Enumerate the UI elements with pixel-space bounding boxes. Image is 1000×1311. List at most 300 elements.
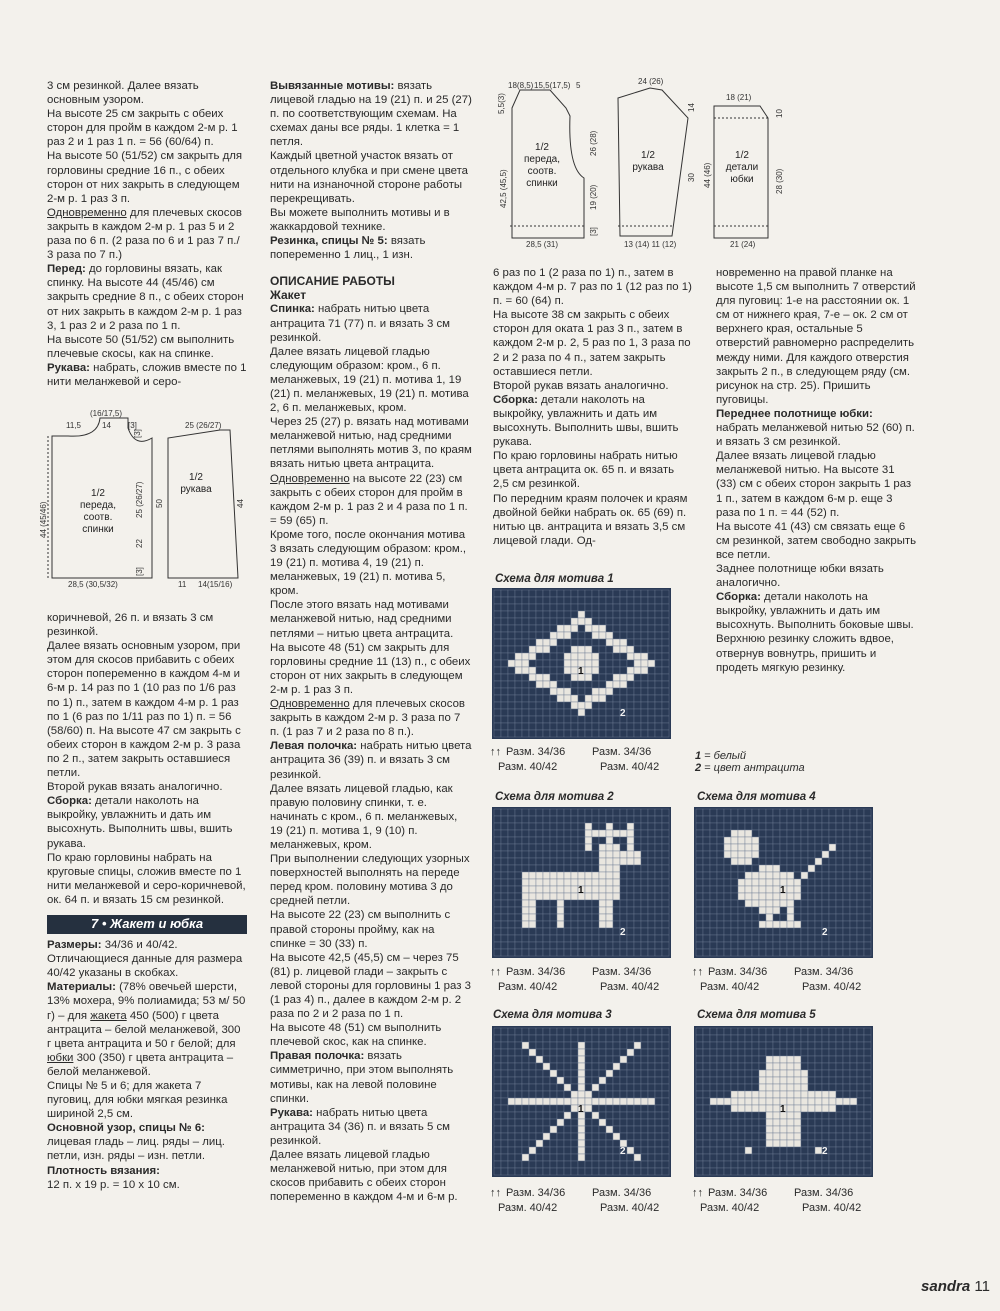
- grid-cell: [808, 1035, 815, 1042]
- grid-cell: [620, 942, 627, 949]
- grid-cell: [710, 830, 717, 837]
- grid-cell: [578, 823, 585, 830]
- subheading-motifs: Вывязанные мотивы:: [270, 80, 395, 92]
- size-label: Разм. 40/42: [498, 761, 558, 773]
- grid-cell: [815, 1098, 822, 1105]
- grid-cell: [766, 914, 773, 921]
- grid-cell: [787, 865, 794, 872]
- grid-cell: [787, 1035, 794, 1042]
- grid-cell: [731, 1140, 738, 1147]
- grid-cell: [515, 1119, 522, 1126]
- grid-cell: [815, 879, 822, 886]
- grid-cell: [843, 942, 850, 949]
- grid-cell: [494, 667, 501, 674]
- grid-cell: [808, 886, 815, 893]
- grid-cell: [648, 695, 655, 702]
- grid-cell: [773, 900, 780, 907]
- grid-cell: [613, 1070, 620, 1077]
- grid-cell: [599, 709, 606, 716]
- grid-cell: [731, 1105, 738, 1112]
- grid-cell: [815, 809, 822, 816]
- grid-cell: [662, 1161, 669, 1168]
- grid-cell: [822, 1063, 829, 1070]
- grid-cell: [703, 1042, 710, 1049]
- grid-cell: [766, 900, 773, 907]
- grid-cell: [662, 942, 669, 949]
- grid-cell: [585, 865, 592, 872]
- grid-cell: [606, 879, 613, 886]
- grid-cell: [655, 872, 662, 879]
- grid-cell: [578, 611, 585, 618]
- grid-cell: [515, 1112, 522, 1119]
- dim-top-c: 5: [576, 81, 581, 90]
- grid-cell: [801, 1168, 808, 1175]
- grid-cell: [494, 1126, 501, 1133]
- grid-cell: [592, 730, 599, 737]
- grid-cell: [766, 1133, 773, 1140]
- grid-cell: [696, 1147, 703, 1154]
- grid-cell: [864, 844, 871, 851]
- paragraph: По краю горловины набрать на круговые спицы, сложив вместе по 1 нити меланжевой и серо-коричневой, ок. 64 п. и вязать 15 см резинкой.: [47, 851, 246, 906]
- grid-cell: [606, 1056, 613, 1063]
- grid-cell: [564, 1112, 571, 1119]
- size-label: Разм. 34/36: [592, 1187, 652, 1199]
- grid-cell: [536, 1147, 543, 1154]
- grid-cell: [850, 844, 857, 851]
- grid-cell: [641, 1105, 648, 1112]
- grid-cell: [759, 907, 766, 914]
- grid-cell: [822, 1049, 829, 1056]
- grid-cell: [801, 837, 808, 844]
- grid-cell: [808, 928, 815, 935]
- grid-cell: [599, 639, 606, 646]
- grid-cell: [508, 907, 515, 914]
- grid-cell: [557, 837, 564, 844]
- grid-cell: [620, 809, 627, 816]
- grid-cell: [829, 809, 836, 816]
- grid-cell: [662, 893, 669, 900]
- grid-cell: [836, 942, 843, 949]
- grid-cell: [822, 1042, 829, 1049]
- grid-cell: [801, 823, 808, 830]
- grid-cell: [627, 907, 634, 914]
- grid-cell: [829, 1084, 836, 1091]
- grid-cell: [578, 590, 585, 597]
- grid-cell: [724, 1112, 731, 1119]
- grid-cell: [724, 816, 731, 823]
- grid-cell: [738, 935, 745, 942]
- grid-color-mark: 1: [780, 885, 786, 896]
- grid-cell: [864, 1070, 871, 1077]
- grid-cell: [557, 597, 564, 604]
- grid-cell: [508, 1056, 515, 1063]
- grid-cell: [515, 1161, 522, 1168]
- grid-cell: [717, 858, 724, 865]
- grid-cell: [585, 879, 592, 886]
- grid-cell: [843, 816, 850, 823]
- grid-cell: [599, 907, 606, 914]
- grid-cell: [564, 1084, 571, 1091]
- grid-cell: [564, 1168, 571, 1175]
- grid-cell: [641, 1161, 648, 1168]
- grid-cell: [843, 1056, 850, 1063]
- grid-cell: [822, 1098, 829, 1105]
- grid-cell: [752, 1035, 759, 1042]
- grid-cell: [529, 851, 536, 858]
- grid-cell: [564, 1119, 571, 1126]
- grid-cell: [766, 1091, 773, 1098]
- grid-cell: [773, 1147, 780, 1154]
- grid-cell: [717, 1140, 724, 1147]
- grid-cell: [536, 893, 543, 900]
- grid-cell: [662, 1049, 669, 1056]
- grid-cell: [634, 1035, 641, 1042]
- grid-cell: [522, 886, 529, 893]
- grid-cell: [634, 816, 641, 823]
- grid-cell: [578, 1154, 585, 1161]
- grid-cell: [648, 709, 655, 716]
- grid-cell: [724, 858, 731, 865]
- grid-cell: [801, 1098, 808, 1105]
- grid-cell: [634, 879, 641, 886]
- grid-cell: [557, 1119, 564, 1126]
- grid-cell: [564, 702, 571, 709]
- grid-cell: [773, 1112, 780, 1119]
- grid-cell: [710, 809, 717, 816]
- grid-cell: [766, 830, 773, 837]
- grid-cell: [508, 928, 515, 935]
- grid-cell: [599, 730, 606, 737]
- grid-cell: [536, 865, 543, 872]
- grid-cell: [717, 1091, 724, 1098]
- grid-cell: [501, 1056, 508, 1063]
- grid-cell: [585, 723, 592, 730]
- grid-cell: [550, 660, 557, 667]
- grid-cell: [641, 1028, 648, 1035]
- grid-cell: [627, 590, 634, 597]
- grid-cell: [801, 1063, 808, 1070]
- dim-top-a: 18(8,5): [508, 81, 534, 90]
- grid-cell: [522, 1035, 529, 1042]
- grid-cell: [508, 1105, 515, 1112]
- grid-cell: [850, 816, 857, 823]
- grid-cell: [857, 851, 864, 858]
- grid-cell: [550, 879, 557, 886]
- grid-cell: [543, 900, 550, 907]
- grid-cell: [766, 935, 773, 942]
- subheading-sleeves: Рукава:: [270, 1106, 313, 1119]
- grid-cell: [703, 851, 710, 858]
- grid-cell: [550, 646, 557, 653]
- grid-cell: [787, 1063, 794, 1070]
- grid-cell: [578, 830, 585, 837]
- grid-cell: [564, 809, 571, 816]
- grid-cell: [815, 1112, 822, 1119]
- grid-cell: [592, 928, 599, 935]
- grid-cell: [592, 1077, 599, 1084]
- grid-cell: [550, 858, 557, 865]
- grid-cell: [710, 907, 717, 914]
- paragraph-text: детали наколоть на выкройку, увлажнить и дать им высохнуть. Выполнить швы, вшить рукава.: [493, 393, 679, 449]
- grid-cell: [857, 1154, 864, 1161]
- grid-cell: [564, 723, 571, 730]
- grid-cell: [738, 942, 745, 949]
- grid-cell: [717, 1063, 724, 1070]
- grid-cell: [759, 914, 766, 921]
- grid-cell: [564, 865, 571, 872]
- grid-cell: [773, 1035, 780, 1042]
- grid-cell: [864, 949, 871, 956]
- subheading-assembly: Сборка:: [493, 393, 538, 406]
- grid-cell: [864, 1035, 871, 1042]
- grid-cell: [578, 1133, 585, 1140]
- grid-cell: [745, 830, 752, 837]
- grid-cell: [808, 872, 815, 879]
- grid-cell: [501, 1049, 508, 1056]
- grid-cell: [766, 858, 773, 865]
- grid-cell: [850, 1063, 857, 1070]
- grid-cell: [703, 1070, 710, 1077]
- grid-cell: [620, 1070, 627, 1077]
- grid-cell: [655, 688, 662, 695]
- grid-cell: [829, 1077, 836, 1084]
- grid-cell: [494, 928, 501, 935]
- legend-white: [695, 750, 805, 762]
- grid-cell: [515, 837, 522, 844]
- grid-cell: [710, 1098, 717, 1105]
- grid-cell: [773, 830, 780, 837]
- grid-cell: [571, 1168, 578, 1175]
- grid-cell: [536, 823, 543, 830]
- grid-cell: [759, 837, 766, 844]
- grid-cell: [501, 914, 508, 921]
- grid-cell: [857, 1042, 864, 1049]
- grid-cell: [550, 597, 557, 604]
- grid-cell: [850, 893, 857, 900]
- grid-cell: [738, 921, 745, 928]
- grid-cell: [606, 1161, 613, 1168]
- grid-cell: [773, 837, 780, 844]
- grid-cell: [592, 949, 599, 956]
- grid-cell: [766, 1042, 773, 1049]
- grid-cell: [780, 1042, 787, 1049]
- grid-cell: [501, 816, 508, 823]
- grid-cell: [557, 949, 564, 956]
- grid-cell: [494, 893, 501, 900]
- grid-cell: [857, 1168, 864, 1175]
- grid-cell: [829, 851, 836, 858]
- grid-cell: [850, 900, 857, 907]
- grid-cell: [494, 851, 501, 858]
- grid-cell: [578, 1126, 585, 1133]
- grid-cell: [864, 865, 871, 872]
- grid-cell: [759, 1049, 766, 1056]
- grid-cell: [766, 1028, 773, 1035]
- grid-cell: [717, 1035, 724, 1042]
- size-label: Разм. 34/36: [794, 1187, 854, 1199]
- grid-cell: [501, 646, 508, 653]
- grid-cell: [536, 688, 543, 695]
- grid-cell: [808, 1161, 815, 1168]
- grid-cell: [599, 1070, 606, 1077]
- grid-cell: [745, 823, 752, 830]
- grid-cell: [752, 1119, 759, 1126]
- grid-cell: [773, 1091, 780, 1098]
- grid-cell: [599, 716, 606, 723]
- grid-cell: [696, 935, 703, 942]
- grid-cell: [787, 907, 794, 914]
- grid-cell: [641, 893, 648, 900]
- grid-cell: [843, 886, 850, 893]
- grid-cell: [815, 900, 822, 907]
- grid-cell: [801, 1042, 808, 1049]
- grid-cell: [710, 1119, 717, 1126]
- grid-cell: [662, 646, 669, 653]
- grid-cell: [578, 625, 585, 632]
- grid-cell: [543, 879, 550, 886]
- grid-cell: [557, 823, 564, 830]
- grid-cell: [571, 872, 578, 879]
- grid-cell: [494, 935, 501, 942]
- grid-cell: [662, 597, 669, 604]
- grid-cell: [634, 1091, 641, 1098]
- grid-cell: [717, 1049, 724, 1056]
- grid-cell: [515, 928, 522, 935]
- skirt-label: юбки: [730, 174, 754, 185]
- grid-cell: [599, 900, 606, 907]
- paragraph: На высоте 41 (43) см связать еще 6 см резинкой, затем свободно закрыть все петли.: [716, 520, 917, 561]
- grid-cell: [515, 1042, 522, 1049]
- grid-cell: [634, 1049, 641, 1056]
- grid-cell: [550, 681, 557, 688]
- grid-cell: [494, 900, 501, 907]
- grid-cell: [822, 816, 829, 823]
- grid-cell: [585, 646, 592, 653]
- grid-cell: [808, 1056, 815, 1063]
- grid-cell: [703, 1049, 710, 1056]
- grid-cell: [780, 816, 787, 823]
- grid-cell: [508, 653, 515, 660]
- grid-cell: [634, 1105, 641, 1112]
- grid-cell: [766, 1147, 773, 1154]
- grid-cell: [787, 935, 794, 942]
- grid-cell: [613, 590, 620, 597]
- grid-cell: [501, 1161, 508, 1168]
- grid-cell: [794, 907, 801, 914]
- grid-cell: [557, 716, 564, 723]
- grid-cell: [585, 900, 592, 907]
- paragraph: На высоте 50 (51/52) см закрыть для горловины средние 16 п., с обеих сторон от них закрыть в следующем 2-м р. 1 раз 3 п.: [47, 150, 243, 205]
- dim-top-left: 11,5: [66, 421, 81, 430]
- grid-cell: [515, 1140, 522, 1147]
- grid-cell: [515, 949, 522, 956]
- grid-cell: [543, 942, 550, 949]
- grid-cell: [648, 872, 655, 879]
- grid-cell: [759, 1126, 766, 1133]
- grid-cell: [773, 1063, 780, 1070]
- grid-cell: [634, 1042, 641, 1049]
- grid-cell: [606, 893, 613, 900]
- grid-cell: [529, 1077, 536, 1084]
- grid-cell: [857, 858, 864, 865]
- grid-cell: [703, 1140, 710, 1147]
- grid-cell: [627, 928, 634, 935]
- grid-cell: [648, 914, 655, 921]
- grid-cell: [759, 1098, 766, 1105]
- grid-cell: [494, 837, 501, 844]
- grid-cell: [648, 823, 655, 830]
- grid-cell: [508, 809, 515, 816]
- grid-cell: [655, 1077, 662, 1084]
- grid-cell: [766, 1035, 773, 1042]
- grid-cell: [529, 914, 536, 921]
- grid-color-mark: 2: [620, 708, 626, 719]
- grid-cell: [655, 858, 662, 865]
- grid-cell: [641, 597, 648, 604]
- grid-cell: [641, 660, 648, 667]
- grid-cell: [627, 809, 634, 816]
- grid-cell: [501, 653, 508, 660]
- grid-cell: [745, 1126, 752, 1133]
- grid-cell: [773, 865, 780, 872]
- grid-cell: [564, 688, 571, 695]
- grid-cell: [592, 618, 599, 625]
- grid-cell: [515, 879, 522, 886]
- grid-cell: [752, 1042, 759, 1049]
- grid-cell: [738, 1084, 745, 1091]
- grid-cell: [724, 1154, 731, 1161]
- grid-cell: [864, 893, 871, 900]
- grid-cell: [752, 809, 759, 816]
- underlined-word: юбки: [47, 1051, 74, 1064]
- grid-cell: [599, 928, 606, 935]
- grid-cell: [745, 1084, 752, 1091]
- grid-cell: [578, 907, 585, 914]
- grid-cell: [850, 1154, 857, 1161]
- grid-cell: [494, 653, 501, 660]
- grid-cell: [606, 900, 613, 907]
- grid-cell: [808, 851, 815, 858]
- grid-cell: [613, 865, 620, 872]
- grid-cell: [494, 1056, 501, 1063]
- paragraph-text: вязать лицевой гладью на 19 (21) п. и 25 (27) п. по соответствующим схемам. На схемах даны все ряды. 1 клетка = 1 петля.: [270, 80, 472, 149]
- grid-cell: [724, 900, 731, 907]
- grid-cell: [515, 1091, 522, 1098]
- grid-cell: [599, 879, 606, 886]
- grid-cell: [829, 858, 836, 865]
- grid-cell: [620, 674, 627, 681]
- grid-cell: [634, 590, 641, 597]
- grid-cell: [634, 1133, 641, 1140]
- grid-cell: [808, 1133, 815, 1140]
- grid-cell: [857, 942, 864, 949]
- grid-cell: [857, 886, 864, 893]
- grid-cell: [599, 1119, 606, 1126]
- grid-cell: [494, 681, 501, 688]
- grid-cell: [759, 1154, 766, 1161]
- grid-cell: [529, 667, 536, 674]
- grid-cell: [766, 907, 773, 914]
- grid-cell: [655, 879, 662, 886]
- grid-cell: [752, 858, 759, 865]
- grid-cell: [585, 872, 592, 879]
- grid-cell: [494, 914, 501, 921]
- grid-cell: [585, 730, 592, 737]
- grid-cell: [662, 702, 669, 709]
- grid-cell: [794, 1147, 801, 1154]
- grid-cell: [522, 618, 529, 625]
- grid-cell: [613, 858, 620, 865]
